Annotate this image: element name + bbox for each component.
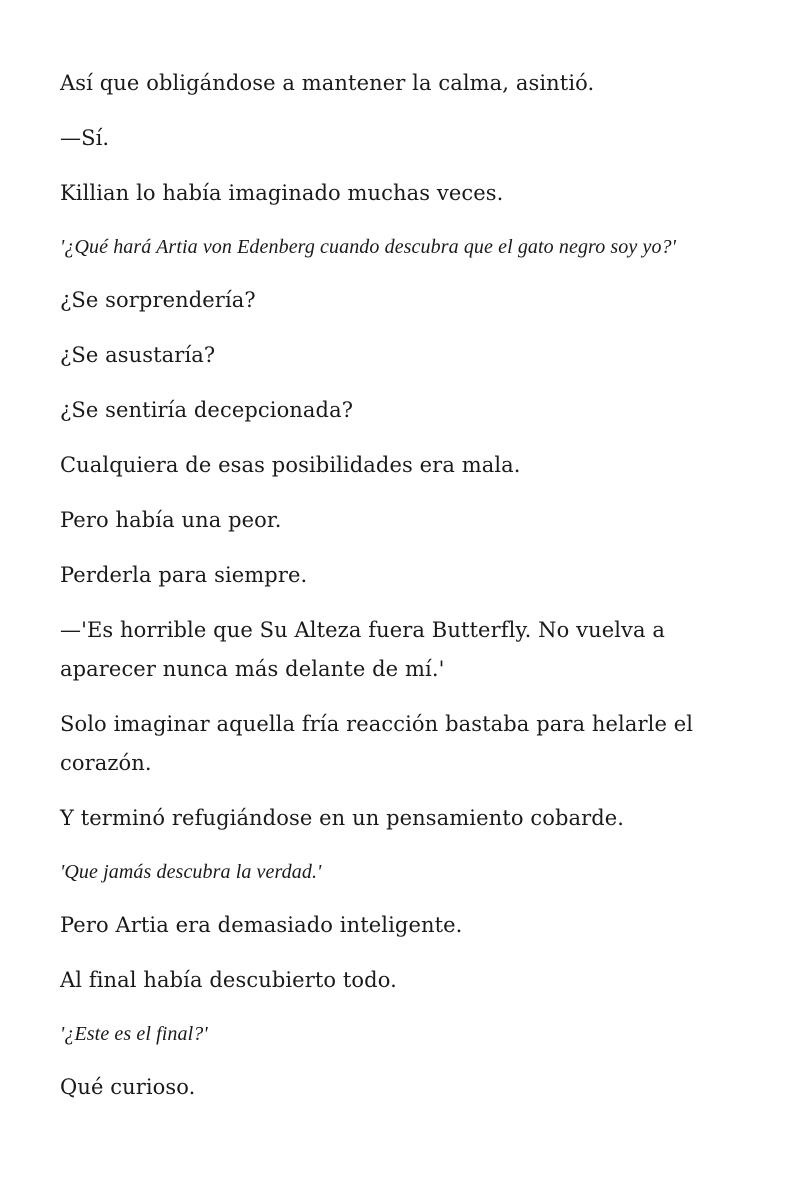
paragraph: Solo imaginar aquella fría reacción bastaba para helarle el corazón. bbox=[60, 712, 694, 775]
paragraph: ¿Se asustaría? bbox=[60, 343, 216, 367]
paragraph: Así que obligándose a mantener la calma, asintió. bbox=[60, 71, 595, 95]
paragraph: —Sí. bbox=[60, 126, 110, 150]
italic-thought: '¿Qué hará Artia von Edenberg cuando descubra que el gato negro soy yo?' bbox=[60, 236, 677, 258]
paragraph: ¿Se sentiría decepcionada? bbox=[60, 398, 354, 422]
paragraph: Pero había una peor. bbox=[60, 508, 282, 532]
italic-thought: 'Que jamás descubra la verdad.' bbox=[60, 861, 322, 883]
paragraph: Killian lo había imaginado muchas veces. bbox=[60, 181, 504, 205]
italic-thought: '¿Este es el final?' bbox=[60, 1023, 208, 1045]
paragraph: ¿Se sorprendería? bbox=[60, 288, 256, 312]
paragraph: Qué curioso. bbox=[60, 1075, 196, 1099]
paragraph: Cualquiera de esas posibilidades era mala. bbox=[60, 453, 521, 477]
paragraph: Perderla para siempre. bbox=[60, 563, 308, 587]
paragraph: —'Es horrible que Su Alteza fuera Butterfly. No vuelva a aparecer nunca más delante de mí.' bbox=[60, 618, 666, 681]
paragraph: Pero Artia era demasiado inteligente. bbox=[60, 913, 463, 937]
document-page bbox=[60, 64, 740, 1123]
paragraph: Al final había descubierto todo. bbox=[60, 968, 397, 992]
paragraph: Y terminó refugiándose en un pensamiento cobarde. bbox=[60, 806, 625, 830]
